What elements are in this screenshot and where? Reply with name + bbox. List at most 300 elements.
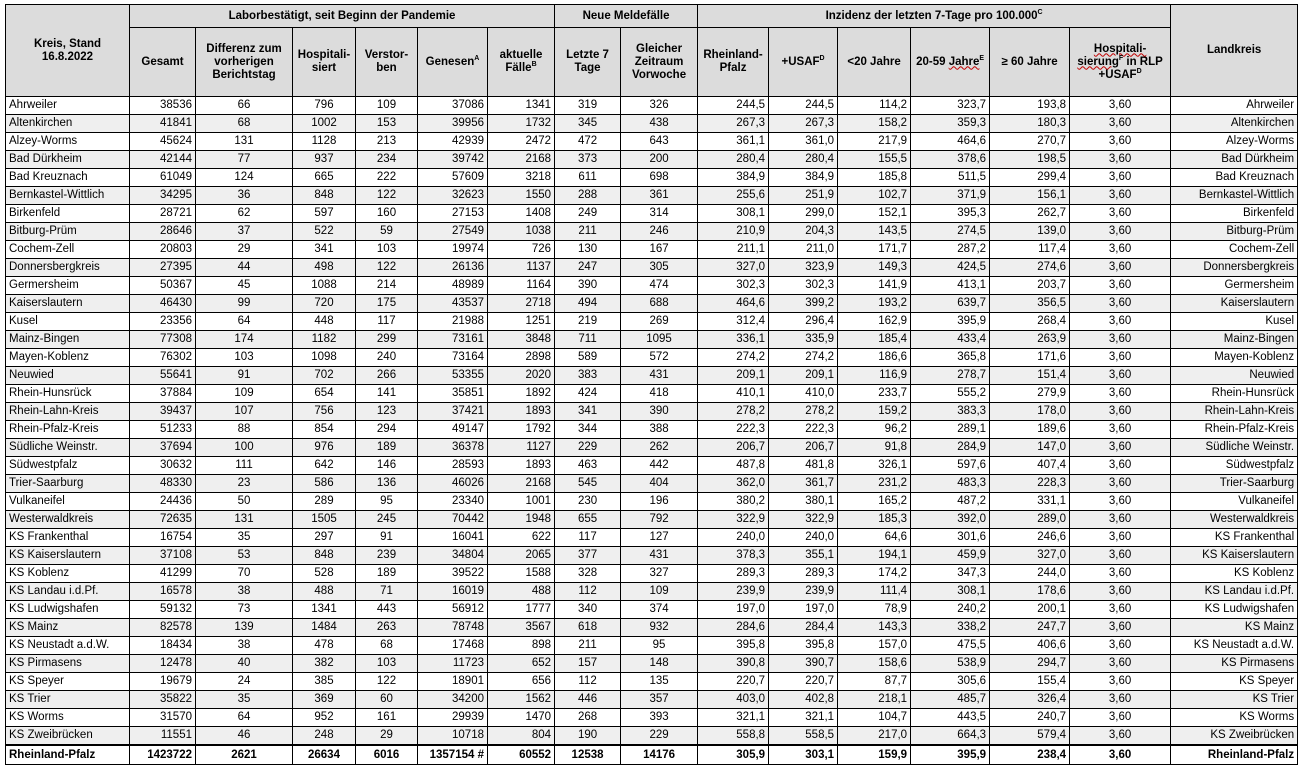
cell-verstorben: 239	[356, 547, 418, 565]
cell-verstorben: 6016	[356, 745, 418, 765]
cell-aktuelle-faelle: 1164	[488, 277, 555, 295]
cell-vorwoche: 326	[621, 97, 698, 115]
cell-aktuelle-faelle: 1893	[488, 403, 555, 421]
cell-genesen: 27153	[418, 205, 488, 223]
cell-gesamt: 19679	[130, 673, 196, 691]
cell-landkreis: Ahrweiler	[1171, 97, 1298, 115]
cell-hospitalisierung: 3,60	[1070, 403, 1171, 421]
cell-hospitalisiert: 341	[293, 241, 356, 259]
cell-inzidenz-ab-60: 139,0	[990, 223, 1070, 241]
cell-aktuelle-faelle: 2898	[488, 349, 555, 367]
cell-gesamt: 27395	[130, 259, 196, 277]
cell-inzidenz-rlp: 278,2	[698, 403, 769, 421]
cell-hospitalisiert: 586	[293, 475, 356, 493]
table-row	[6, 97, 1298, 115]
footnote-marker: E	[979, 54, 985, 62]
cell-hospitalisiert: 1088	[293, 277, 356, 295]
table-row	[6, 673, 1298, 691]
cell-vorwoche: 305	[621, 259, 698, 277]
cell-landkreis: Trier-Saarburg	[1171, 475, 1298, 493]
cell-vorwoche: 14176	[621, 745, 698, 765]
cell-differenz: 62	[196, 205, 293, 223]
cell-inzidenz-ab-60: 198,5	[990, 151, 1070, 169]
cell-inzidenz-ab-60: 246,6	[990, 529, 1070, 547]
cell-hospitalisiert: 522	[293, 223, 356, 241]
cell-inzidenz-unter-20: 217,0	[838, 727, 911, 746]
footnote-marker: B	[531, 61, 537, 69]
header-hosp-rlp-text: Hospitali-sierung	[1077, 42, 1147, 68]
cell-inzidenz-ab-60: 171,6	[990, 349, 1070, 367]
cell-inzidenz-usaf: 361,0	[769, 133, 838, 151]
table-row	[6, 277, 1298, 295]
cell-differenz: 53	[196, 547, 293, 565]
cell-aktuelle-faelle: 2065	[488, 547, 555, 565]
cell-letzte-7-tage: 12538	[555, 745, 621, 765]
cell-inzidenz-20-59: 347,3	[911, 565, 990, 583]
cell-differenz: 174	[196, 331, 293, 349]
cell-genesen: 43537	[418, 295, 488, 313]
cell-hospitalisiert: 478	[293, 637, 356, 655]
cell-landkreis: Rhein-Hunsrück	[1171, 385, 1298, 403]
cell-aktuelle-faelle: 3218	[488, 169, 555, 187]
cell-inzidenz-usaf: 284,4	[769, 619, 838, 637]
cell-landkreis: Mayen-Koblenz	[1171, 349, 1298, 367]
cell-inzidenz-ab-60: 406,6	[990, 637, 1070, 655]
cell-inzidenz-unter-20: 185,3	[838, 511, 911, 529]
cell-aktuelle-faelle: 1251	[488, 313, 555, 331]
cell-hospitalisierung: 3,60	[1070, 439, 1171, 457]
cell-vorwoche: 698	[621, 169, 698, 187]
cell-inzidenz-rlp: 380,2	[698, 493, 769, 511]
cell-verstorben: 122	[356, 187, 418, 205]
cell-kreis: KS Pirmasens	[6, 655, 130, 673]
cell-inzidenz-ab-60: 200,1	[990, 601, 1070, 619]
header-usaf	[769, 28, 838, 97]
cell-differenz: 124	[196, 169, 293, 187]
cell-differenz: 91	[196, 367, 293, 385]
cell-letzte-7-tage: 247	[555, 259, 621, 277]
cell-hospitalisiert: 848	[293, 547, 356, 565]
cell-verstorben: 71	[356, 583, 418, 601]
cell-inzidenz-unter-20: 157,0	[838, 637, 911, 655]
cell-hospitalisiert: 369	[293, 691, 356, 709]
cell-hospitalisiert: 498	[293, 259, 356, 277]
cell-verstorben: 213	[356, 133, 418, 151]
cell-landkreis: Rheinland-Pfalz	[1171, 745, 1298, 765]
cell-hospitalisierung: 3,60	[1070, 205, 1171, 223]
cell-differenz: 24	[196, 673, 293, 691]
cell-aktuelle-faelle: 60552	[488, 745, 555, 765]
cell-aktuelle-faelle: 3848	[488, 331, 555, 349]
cell-hospitalisierung: 3,60	[1070, 601, 1171, 619]
cell-letzte-7-tage: 390	[555, 277, 621, 295]
cell-gesamt: 28646	[130, 223, 196, 241]
cell-differenz: 103	[196, 349, 293, 367]
cell-inzidenz-rlp: 197,0	[698, 601, 769, 619]
cell-aktuelle-faelle: 2718	[488, 295, 555, 313]
cell-inzidenz-20-59: 278,7	[911, 367, 990, 385]
cell-hospitalisierung: 3,60	[1070, 295, 1171, 313]
cell-inzidenz-usaf: 395,8	[769, 637, 838, 655]
cell-gesamt: 12478	[130, 655, 196, 673]
cell-inzidenz-ab-60: 178,6	[990, 583, 1070, 601]
cell-landkreis: Alzey-Worms	[1171, 133, 1298, 151]
cell-letzte-7-tage: 611	[555, 169, 621, 187]
cell-aktuelle-faelle: 1732	[488, 115, 555, 133]
cell-landkreis: Birkenfeld	[1171, 205, 1298, 223]
header-verstorben: Verstor-ben	[356, 28, 418, 97]
cell-gesamt: 82578	[130, 619, 196, 637]
cell-landkreis: Kusel	[1171, 313, 1298, 331]
cell-letzte-7-tage: 112	[555, 673, 621, 691]
cell-vorwoche: 246	[621, 223, 698, 241]
cell-inzidenz-ab-60: 579,4	[990, 727, 1070, 746]
header-hospitalisiert: Hospitali-siert	[293, 28, 356, 97]
cell-landkreis: KS Neustadt a.d.W.	[1171, 637, 1298, 655]
cell-inzidenz-20-59: 475,5	[911, 637, 990, 655]
cell-landkreis: KS Landau i.d.Pf.	[1171, 583, 1298, 601]
cell-inzidenz-usaf: 280,4	[769, 151, 838, 169]
cell-letzte-7-tage: 494	[555, 295, 621, 313]
cell-hospitalisiert: 1484	[293, 619, 356, 637]
cell-differenz: 64	[196, 313, 293, 331]
cell-verstorben: 136	[356, 475, 418, 493]
cell-gesamt: 28721	[130, 205, 196, 223]
cell-hospitalisiert: 665	[293, 169, 356, 187]
cell-genesen: 29939	[418, 709, 488, 727]
cell-kreis: Mainz-Bingen	[6, 331, 130, 349]
cell-inzidenz-20-59: 487,2	[911, 493, 990, 511]
cell-landkreis: Vulkaneifel	[1171, 493, 1298, 511]
cell-kreis: Bad Kreuznach	[6, 169, 130, 187]
header-hosp-rlp-usaf: +USAF	[1098, 68, 1137, 81]
cell-gesamt: 72635	[130, 511, 196, 529]
cell-inzidenz-unter-20: 171,7	[838, 241, 911, 259]
cell-vorwoche: 442	[621, 457, 698, 475]
cell-inzidenz-rlp: 220,7	[698, 673, 769, 691]
header-aktuelle-faelle	[488, 28, 555, 97]
cell-gesamt: 24436	[130, 493, 196, 511]
cell-hospitalisiert: 385	[293, 673, 356, 691]
cell-differenz: 111	[196, 457, 293, 475]
cell-letzte-7-tage: 373	[555, 151, 621, 169]
cell-differenz: 68	[196, 115, 293, 133]
cell-aktuelle-faelle: 1792	[488, 421, 555, 439]
cell-vorwoche: 196	[621, 493, 698, 511]
cell-hospitalisiert: 382	[293, 655, 356, 673]
cell-letzte-7-tage: 383	[555, 367, 621, 385]
cell-inzidenz-unter-20: 194,1	[838, 547, 911, 565]
cell-inzidenz-ab-60: 240,7	[990, 709, 1070, 727]
table-row	[6, 529, 1298, 547]
cell-landkreis: KS Mainz	[1171, 619, 1298, 637]
cell-differenz: 64	[196, 709, 293, 727]
cell-kreis: Alzey-Worms	[6, 133, 130, 151]
cell-hospitalisierung: 3,60	[1070, 475, 1171, 493]
cell-inzidenz-rlp: 240,0	[698, 529, 769, 547]
cell-inzidenz-usaf: 289,3	[769, 565, 838, 583]
cell-hospitalisierung: 3,60	[1070, 133, 1171, 151]
cell-inzidenz-usaf: 206,7	[769, 439, 838, 457]
cell-letzte-7-tage: 157	[555, 655, 621, 673]
cell-inzidenz-unter-20: 174,2	[838, 565, 911, 583]
cell-hospitalisierung: 3,60	[1070, 709, 1171, 727]
cell-letzte-7-tage: 545	[555, 475, 621, 493]
cell-gesamt: 48330	[130, 475, 196, 493]
cell-inzidenz-20-59: 301,6	[911, 529, 990, 547]
cell-inzidenz-usaf: 204,3	[769, 223, 838, 241]
cell-inzidenz-ab-60: 247,7	[990, 619, 1070, 637]
cell-inzidenz-usaf: 222,3	[769, 421, 838, 439]
cell-gesamt: 16754	[130, 529, 196, 547]
cell-aktuelle-faelle: 1948	[488, 511, 555, 529]
cell-genesen: 23340	[418, 493, 488, 511]
cell-genesen: 10718	[418, 727, 488, 746]
cell-verstorben: 161	[356, 709, 418, 727]
cell-verstorben: 175	[356, 295, 418, 313]
cell-vorwoche: 390	[621, 403, 698, 421]
cell-inzidenz-usaf: 303,1	[769, 745, 838, 765]
cell-differenz: 131	[196, 133, 293, 151]
cell-aktuelle-faelle: 1588	[488, 565, 555, 583]
cell-inzidenz-20-59: 365,8	[911, 349, 990, 367]
cell-inzidenz-ab-60: 228,3	[990, 475, 1070, 493]
cell-inzidenz-20-59: 483,3	[911, 475, 990, 493]
cell-kreis: Rhein-Pfalz-Kreis	[6, 421, 130, 439]
cell-differenz: 23	[196, 475, 293, 493]
cell-hospitalisiert: 1128	[293, 133, 356, 151]
cell-genesen: 16041	[418, 529, 488, 547]
cell-hospitalisiert: 848	[293, 187, 356, 205]
footnote-marker: D	[1136, 67, 1142, 75]
cell-inzidenz-usaf: 322,9	[769, 511, 838, 529]
cell-hospitalisiert: 289	[293, 493, 356, 511]
cell-differenz: 38	[196, 637, 293, 655]
cell-inzidenz-unter-20: 233,7	[838, 385, 911, 403]
cell-gesamt: 41841	[130, 115, 196, 133]
cell-vorwoche: 474	[621, 277, 698, 295]
cell-gesamt: 41299	[130, 565, 196, 583]
cell-letzte-7-tage: 190	[555, 727, 621, 746]
cell-vorwoche: 431	[621, 367, 698, 385]
cell-landkreis: Südwestpfalz	[1171, 457, 1298, 475]
cell-genesen: 16019	[418, 583, 488, 601]
cell-differenz: 70	[196, 565, 293, 583]
cell-hospitalisierung: 3,60	[1070, 745, 1171, 765]
cell-gesamt: 16578	[130, 583, 196, 601]
cell-differenz: 35	[196, 529, 293, 547]
cell-verstorben: 123	[356, 403, 418, 421]
cell-gesamt: 50367	[130, 277, 196, 295]
cell-genesen: 73161	[418, 331, 488, 349]
cell-landkreis: Kaiserslautern	[1171, 295, 1298, 313]
cell-verstorben: 109	[356, 97, 418, 115]
cell-inzidenz-ab-60: 268,4	[990, 313, 1070, 331]
cell-differenz: 88	[196, 421, 293, 439]
cell-genesen: 17468	[418, 637, 488, 655]
cell-inzidenz-usaf: 267,3	[769, 115, 838, 133]
cell-differenz: 46	[196, 727, 293, 746]
cell-inzidenz-unter-20: 96,2	[838, 421, 911, 439]
cell-differenz: 77	[196, 151, 293, 169]
header-unter-20: <20 Jahre	[838, 28, 911, 97]
cell-gesamt: 37694	[130, 439, 196, 457]
cell-landkreis: KS Kaiserslautern	[1171, 547, 1298, 565]
cell-inzidenz-20-59: 395,3	[911, 205, 990, 223]
cell-inzidenz-ab-60: 407,4	[990, 457, 1070, 475]
cell-kreis: Vulkaneifel	[6, 493, 130, 511]
cell-landkreis: Bernkastel-Wittlich	[1171, 187, 1298, 205]
cell-hospitalisierung: 3,60	[1070, 169, 1171, 187]
cell-inzidenz-ab-60: 326,4	[990, 691, 1070, 709]
cell-landkreis: Donnersbergkreis	[1171, 259, 1298, 277]
cell-inzidenz-rlp: 222,3	[698, 421, 769, 439]
cell-differenz: 29	[196, 241, 293, 259]
cell-inzidenz-usaf: 361,7	[769, 475, 838, 493]
cell-verstorben: 294	[356, 421, 418, 439]
table-row	[6, 727, 1298, 746]
cell-inzidenz-unter-20: 102,7	[838, 187, 911, 205]
header-2059-jahre: Jahre	[948, 55, 980, 68]
cell-vorwoche: 109	[621, 583, 698, 601]
cell-kreis: KS Ludwigshafen	[6, 601, 130, 619]
cell-hospitalisierung: 3,60	[1070, 97, 1171, 115]
cell-genesen: 11723	[418, 655, 488, 673]
cell-gesamt: 18434	[130, 637, 196, 655]
cell-gesamt: 11551	[130, 727, 196, 746]
cell-inzidenz-rlp: 255,6	[698, 187, 769, 205]
cell-kreis: Kusel	[6, 313, 130, 331]
cell-landkreis: Neuwied	[1171, 367, 1298, 385]
cell-inzidenz-ab-60: 151,4	[990, 367, 1070, 385]
cell-inzidenz-unter-20: 155,5	[838, 151, 911, 169]
cell-inzidenz-usaf: 197,0	[769, 601, 838, 619]
cell-hospitalisiert: 297	[293, 529, 356, 547]
cell-kreis: Ahrweiler	[6, 97, 130, 115]
cell-verstorben: 266	[356, 367, 418, 385]
cell-inzidenz-usaf: 251,9	[769, 187, 838, 205]
cell-hospitalisierung: 3,60	[1070, 115, 1171, 133]
cell-kreis: Mayen-Koblenz	[6, 349, 130, 367]
cell-genesen: 49147	[418, 421, 488, 439]
cell-inzidenz-rlp: 312,4	[698, 313, 769, 331]
cell-genesen: 27549	[418, 223, 488, 241]
cell-inzidenz-ab-60: 263,9	[990, 331, 1070, 349]
header-row-columns	[6, 28, 1298, 97]
cell-kreis: Germersheim	[6, 277, 130, 295]
cell-kreis: KS Frankenthal	[6, 529, 130, 547]
cell-letzte-7-tage: 655	[555, 511, 621, 529]
cell-verstorben: 103	[356, 241, 418, 259]
cell-hospitalisierung: 3,60	[1070, 223, 1171, 241]
cell-verstorben: 103	[356, 655, 418, 673]
table-row	[6, 115, 1298, 133]
cell-aktuelle-faelle: 2472	[488, 133, 555, 151]
cell-inzidenz-rlp: 336,1	[698, 331, 769, 349]
cell-inzidenz-usaf: 296,4	[769, 313, 838, 331]
cell-letzte-7-tage: 340	[555, 601, 621, 619]
cell-inzidenz-usaf: 399,2	[769, 295, 838, 313]
cell-inzidenz-20-59: 359,3	[911, 115, 990, 133]
cell-inzidenz-20-59: 464,6	[911, 133, 990, 151]
header-rheinland-pfalz: Rheinland-Pfalz	[698, 28, 769, 97]
cell-genesen: 39956	[418, 115, 488, 133]
cell-hospitalisiert: 654	[293, 385, 356, 403]
cell-differenz: 50	[196, 493, 293, 511]
cell-aktuelle-faelle: 2168	[488, 475, 555, 493]
cell-aktuelle-faelle: 3567	[488, 619, 555, 637]
cell-gesamt: 55641	[130, 367, 196, 385]
cell-aktuelle-faelle: 1470	[488, 709, 555, 727]
cell-genesen: 42939	[418, 133, 488, 151]
cell-landkreis: Mainz-Bingen	[1171, 331, 1298, 349]
cell-letzte-7-tage: 112	[555, 583, 621, 601]
header-genesen-text: Genesen	[425, 55, 475, 68]
cell-letzte-7-tage: 344	[555, 421, 621, 439]
cell-inzidenz-20-59: 511,5	[911, 169, 990, 187]
cell-inzidenz-unter-20: 326,1	[838, 457, 911, 475]
cell-hospitalisierung: 3,60	[1070, 655, 1171, 673]
cell-verstorben: 240	[356, 349, 418, 367]
cell-landkreis: Cochem-Zell	[1171, 241, 1298, 259]
cell-hospitalisiert: 976	[293, 439, 356, 457]
cell-aktuelle-faelle: 1408	[488, 205, 555, 223]
cell-inzidenz-20-59: 395,9	[911, 313, 990, 331]
cell-aktuelle-faelle: 656	[488, 673, 555, 691]
cell-verstorben: 263	[356, 619, 418, 637]
cell-letzte-7-tage: 130	[555, 241, 621, 259]
cell-inzidenz-rlp: 361,1	[698, 133, 769, 151]
cell-inzidenz-ab-60: 331,1	[990, 493, 1070, 511]
cell-verstorben: 117	[356, 313, 418, 331]
cell-inzidenz-rlp: 321,1	[698, 709, 769, 727]
cell-inzidenz-unter-20: 185,4	[838, 331, 911, 349]
cell-hospitalisierung: 3,60	[1070, 277, 1171, 295]
cell-kreis: Rheinland-Pfalz	[6, 745, 130, 765]
cell-genesen: 36378	[418, 439, 488, 457]
cell-letzte-7-tage: 618	[555, 619, 621, 637]
cell-hospitalisiert: 1505	[293, 511, 356, 529]
cell-inzidenz-20-59: 538,9	[911, 655, 990, 673]
table-row	[6, 655, 1298, 673]
cell-inzidenz-20-59: 308,1	[911, 583, 990, 601]
cell-verstorben: 299	[356, 331, 418, 349]
cell-kreis: KS Landau i.d.Pf.	[6, 583, 130, 601]
cell-inzidenz-20-59: 413,1	[911, 277, 990, 295]
cell-vorwoche: 314	[621, 205, 698, 223]
cell-vorwoche: 792	[621, 511, 698, 529]
cell-inzidenz-rlp: 209,1	[698, 367, 769, 385]
cell-aktuelle-faelle: 1777	[488, 601, 555, 619]
cell-gesamt: 35822	[130, 691, 196, 709]
cell-inzidenz-usaf: 321,1	[769, 709, 838, 727]
cell-inzidenz-ab-60: 262,7	[990, 205, 1070, 223]
cell-verstorben: 153	[356, 115, 418, 133]
cell-gesamt: 38536	[130, 97, 196, 115]
cell-vorwoche: 932	[621, 619, 698, 637]
cell-inzidenz-20-59: 424,5	[911, 259, 990, 277]
cell-inzidenz-rlp: 267,3	[698, 115, 769, 133]
cell-inzidenz-rlp: 362,0	[698, 475, 769, 493]
cell-hospitalisierung: 3,60	[1070, 331, 1171, 349]
cell-verstorben: 443	[356, 601, 418, 619]
cell-genesen: 46026	[418, 475, 488, 493]
cell-inzidenz-rlp: 305,9	[698, 745, 769, 765]
cell-genesen: 34200	[418, 691, 488, 709]
cell-hospitalisiert: 937	[293, 151, 356, 169]
cell-hospitalisiert: 1182	[293, 331, 356, 349]
cell-inzidenz-usaf: 380,1	[769, 493, 838, 511]
